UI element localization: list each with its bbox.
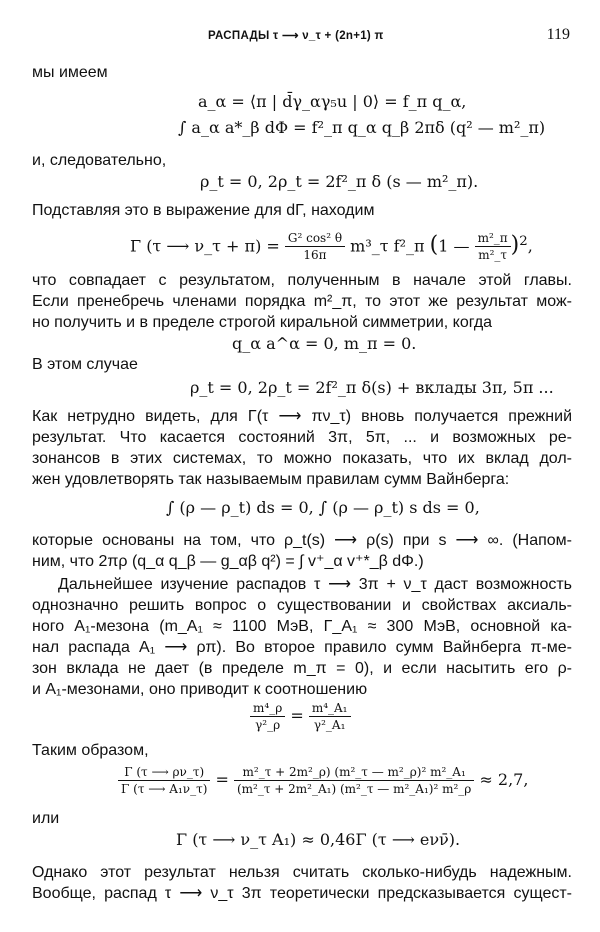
paragraph-text: которые основаны на том, что ρ_t(s) ⟶ ρ(s) при s ⟶ ∞. (Напом-	[32, 532, 572, 549]
equation-chiral: q_α a^α = 0, m_π = 0.	[232, 334, 417, 353]
paragraph-text: Подставляя это в выражение для dΓ, находим	[32, 202, 375, 219]
paragraph-text: мы имеем	[32, 64, 108, 81]
paragraph-text: зон вклада не дает (в пределе m_π = 0), и если насытить его ρ-	[32, 660, 572, 677]
equation-rho: ρ_t = 0, 2ρ_t = 2f²_π δ (s — m²_π).	[200, 172, 479, 191]
fraction: $\frac{\Gamma (\tau ⟶ \rho\nu\_\tau)}{\text{Γ (τ ⟶ A₁ν\_τ)}}$	[118, 764, 210, 797]
paragraph-text: результат. Что касается состояний 3π, 5π, ... и возможных ре-	[32, 429, 572, 446]
equation-integral: ∫ a_α a*_β dΦ = f²_π q_α q_β 2πδ (q² — m²_π)	[178, 118, 546, 137]
equation-gamma-pi: Γ (τ ⟶ ν_τ + π) = $\frac{\text{G² cos² θ}}{16\pi}$ m³_τ f²_π (1 — $\frac{\text{m²\_π}}{\text{m²\_τ}}$ )$^2$,	[130, 231, 533, 263]
paragraph-text: нал распада A₁ ⟶ ρπ). Во второе правило сумм Вайнберга π-ме-	[32, 639, 572, 656]
equation-a-alpha: a_α = ⟨π | d̄γ_αγ₅u | 0⟩ = f_π q_α,	[198, 92, 467, 111]
paragraph-text: Вообще, распад τ ⟶ ν_τ 3π теоретически предсказывается сущест-	[32, 885, 572, 902]
fraction: $\frac{\text{m²\_π}}{\text{m²\_τ}}$	[475, 230, 511, 263]
running-title: РАСПАДЫ τ ⟶ ν_τ + (2n+1) π	[208, 30, 384, 42]
paragraph-text: жен удовлетворять так называемым правилам сумм Вайнберга:	[32, 471, 510, 488]
equation-width-ratio: $\frac{\Gamma (\tau ⟶ \rho\nu\_\tau)}{\text{Γ (τ ⟶ A₁ν\_τ)}}$ = $\frac{\text{m²\_τ + 2m²\_ρ) (m²\_τ — m²\_ρ)² m²\_A₁}}{\text{(m²\_τ + 2m²\_A₁) (m²\_τ — m²\_A₁)² m²\_ρ}}$ ≈ 2,7,	[118, 764, 528, 797]
paragraph-text: но получить и в пределе строгой киральной симметрии, когда	[32, 314, 493, 331]
equation-lhs: Γ (τ ⟶ ν_τ + π) =	[130, 236, 280, 256]
fraction: $\frac{\text{m²\_τ + 2m²\_ρ) (m²\_τ — m²\_ρ)² m²\_A₁}}{\text{(m²\_τ + 2m²\_A₁) (m²\_τ — m²\_A₁)² m²\_ρ}}$	[234, 764, 474, 797]
paragraph-text: Таким образом,	[32, 742, 149, 759]
paragraph-text: однозначно решить вопрос о существовании и свойствах аксиаль-	[32, 597, 572, 614]
paragraph-text: Если пренебречь членами порядка m²_π, то этот же результат мож-	[32, 293, 572, 310]
paragraph-text: зонансов в этих системах, то можно показать, что их вклад дол-	[32, 450, 572, 467]
paragraph-text: Как нетрудно видеть, для Γ(τ ⟶ πν_τ) вновь получается прежний	[32, 408, 572, 425]
equation-rho-contributions: ρ_t = 0, 2ρ_t = 2f²_π δ(s) + вклады 3π, 5π ...	[190, 378, 554, 397]
fraction: $\frac{\text{m⁴\_A₁}}{\text{γ²\_A₁}}$	[309, 700, 351, 733]
paragraph-text: В этом случае	[32, 356, 138, 373]
equation-mass-ratio: $\frac{\text{m⁴\_ρ}}{\text{γ²\_ρ}}$ = $\frac{\text{m⁴\_A₁}}{\text{γ²\_A₁}}$	[250, 700, 351, 733]
paragraph-text: или	[32, 810, 60, 827]
paragraph-text: ного A₁-мезона (m_A₁ ≈ 1100 МэВ, Γ_A₁ ≈ 300 МэВ, основной ка-	[32, 618, 572, 635]
equation-weinberg-sum-rules: ∫ (ρ — ρ_t) ds = 0, ∫ (ρ — ρ_t) s ds = 0,	[166, 498, 480, 517]
paragraph-text: и A₁-мезонами, оно приводит к соотношению	[32, 681, 368, 698]
paragraph-text: ним, что 2πρ (q_α q_β — g_αβ q²) = ∫ v⁺_α v⁺*_β dΦ.)	[32, 553, 424, 570]
equation-branching: Γ (τ ⟶ ν_τ A₁) ≈ 0,46Γ (τ ⟶ eνν̄).	[176, 830, 461, 849]
fraction: $\frac{\text{m⁴\_ρ}}{\text{γ²\_ρ}}$	[250, 700, 285, 733]
equation-factor: m³_τ f²_π	[350, 236, 425, 256]
page-number: 119	[546, 26, 570, 43]
paragraph-text: Дальнейшее изучение распадов τ ⟶ 3π + ν_τ даст возможность	[58, 576, 572, 593]
paragraph-text: и, следовательно,	[32, 152, 167, 169]
paragraph-text: Однако этот результат нельзя считать сколько-нибудь надежным.	[32, 864, 572, 881]
running-header	[0, 26, 600, 48]
paragraph-text: что совпадает с результатом, полученным в начале этой главы.	[32, 272, 572, 289]
fraction: $\frac{\text{G² cos² θ}}{16\pi}$	[285, 230, 345, 263]
